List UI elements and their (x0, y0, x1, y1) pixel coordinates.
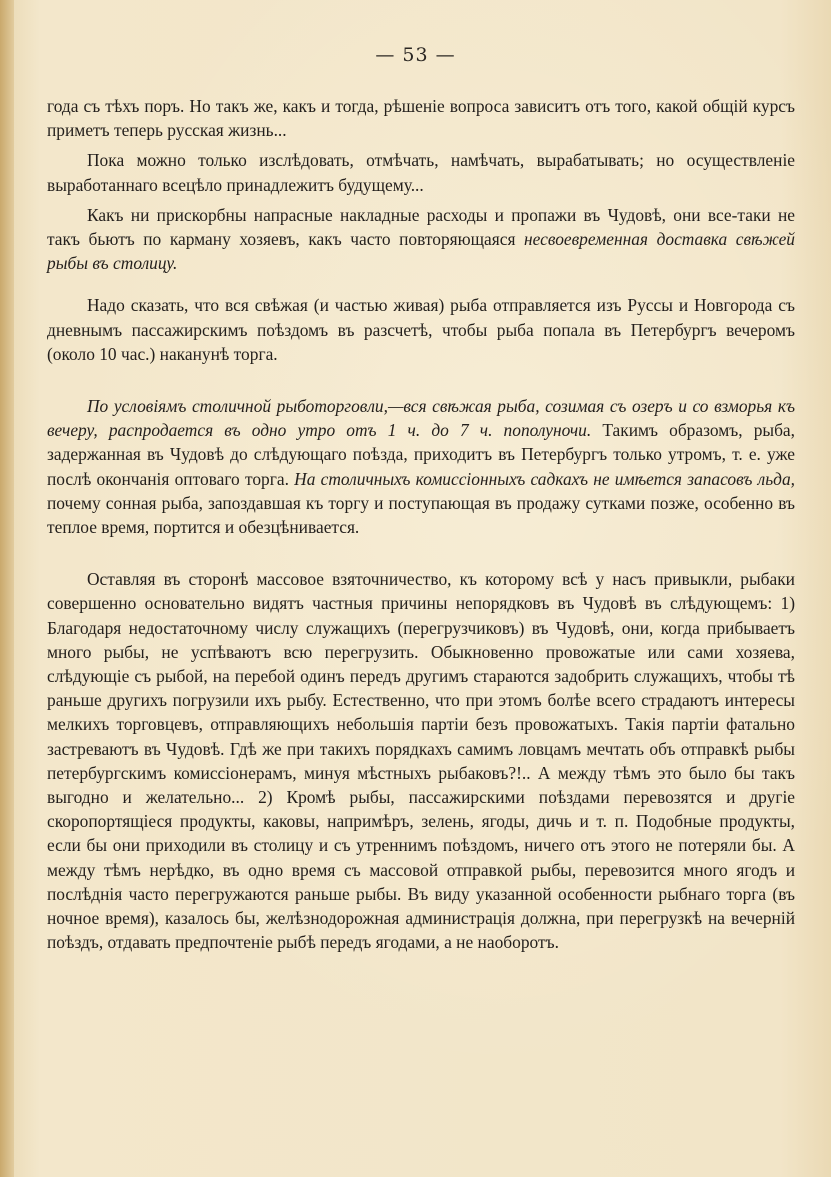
paragraph-6 (47, 567, 795, 954)
paragraph-5-italic-text-1: По условіямъ столичной рыботорговли,—вся свѣжая рыба, созимая съ озеръ и со взморья къ вечеру, распродается въ одно утро отъ 1 ч. до 7 ч. пополуночи. (47, 396, 795, 441)
paragraph-3-text: Какъ ни прискорбны напрасные накладные расходы и пропажи въ Чудовѣ, они все-таки не такъ бьютъ по карману хозяевъ, какъ часто повторяющаяся (47, 204, 795, 250)
paragraph-6-text: Оставляя въ сторонѣ массовое взяточничество, къ которому всѣ у насъ привыкли, рыбаки совершенно основательно видятъ частныя причины непорядковъ въ Чудовѣ въ слѣдующемъ: 1) Благодаря недостаточному числу служащихъ (перегрузчиковъ) въ Чудовѣ, они, когда прибываетъ много рыбы, не успѣваютъ всю перегрузить. Обыкновенно провожатые или сами хозяева, слѣдующіе съ рыбой, на перебой одинъ передъ другимъ стараются задобрить служащихъ, чтобы тѣ раньше другихъ погрузили ихъ рыбу. Естественно, что при этомъ болѣе всего страдаютъ интересы мелкихъ торговцевъ, отправляющихъ небольшія партіи безъ провожатыхъ. Такія партіи фатально застреваютъ въ Чудовѣ. Гдѣ же при такихъ порядкахъ самимъ ловцамъ мечтать объ отправкѣ рыбы петербургскимъ комиссіонерамъ, минуя мѣстныхъ рыбаковъ?!.. А между тѣмъ это было бы такъ выгодно и желательно... 2) Кромѣ рыбы, пассажирскими поѣздами перевозятся и другіе скоропортящіеся продукты, каковы, напримѣръ, зелень, ягоды, дичь и т. п. Подобные продукты, если бы они приходили въ столицу и съ утреннимъ поѣздомъ, ничего отъ этого не потеряли бы. А между тѣмъ нерѣдко, въ одно время съ массовой отправкой рыбы, перевозится много ягодъ и послѣднія часто перегружаются раньше рыбы. Въ виду указанной особенности рыбнаго торга (въ ночное время), казалось бы, желѣзнодорожная администрація должна, при перегрузкѣ на вечерній поѣздъ, отдавать предпочтеніе рыбѣ передъ ягодами, а не наоборотъ. (47, 569, 795, 953)
paragraph-5-text-1: Такимъ образомъ, рыба, задержанная въ Чудовѣ до слѣдующаго поѣзда, приходитъ въ Петербургъ только утромъ, т. е. уже послѣ окончанія оптоваго торга. (47, 420, 795, 489)
paragraph-4 (47, 293, 795, 366)
page-binding-edge (0, 0, 14, 1177)
paragraph-2-text: Пока можно только изслѣдовать, отмѣчать, намѣчать, вырабатывать; но осуществленіе выработаннаго всецѣло принадлежитъ будущему... (47, 150, 795, 195)
paragraph-1-text: года съ тѣхъ поръ. Но такъ же, какъ и тогда, рѣшеніе вопроса зависитъ отъ того, какой общій курсъ приметъ теперь русская жизнь... (47, 96, 795, 141)
paragraph-5-text-2: почему сонная рыба, запоздавшая къ торгу и поступающая въ продажу сутками позже, особенно въ теплое время, портится и обезцѣнивается. (47, 492, 795, 538)
page-number: — 53 — (375, 44, 456, 66)
paragraph-2 (47, 148, 795, 196)
paragraph-4-text: Надо сказать, что вся свѣжая (и частью живая) рыба отправляется изъ Руссы и Новгорода съ дневнымъ пассажирскимъ поѣздомъ въ разсчетѣ, чтобы рыба попала въ Петербургъ вечеромъ (около 10 час.) наканунѣ торга. (47, 295, 795, 364)
paragraph-5 (47, 394, 795, 539)
paragraph-5-italic-text-2: На столичныхъ комиссіонныхъ садкахъ не имѣется запасовъ льда, (294, 468, 795, 489)
paragraph-1 (47, 94, 795, 142)
paragraph-3-italic-text: несвоевременная доставка свѣжей рыбы въ столицу. (47, 229, 795, 274)
body-text (47, 94, 795, 955)
paragraph-3 (47, 203, 795, 276)
